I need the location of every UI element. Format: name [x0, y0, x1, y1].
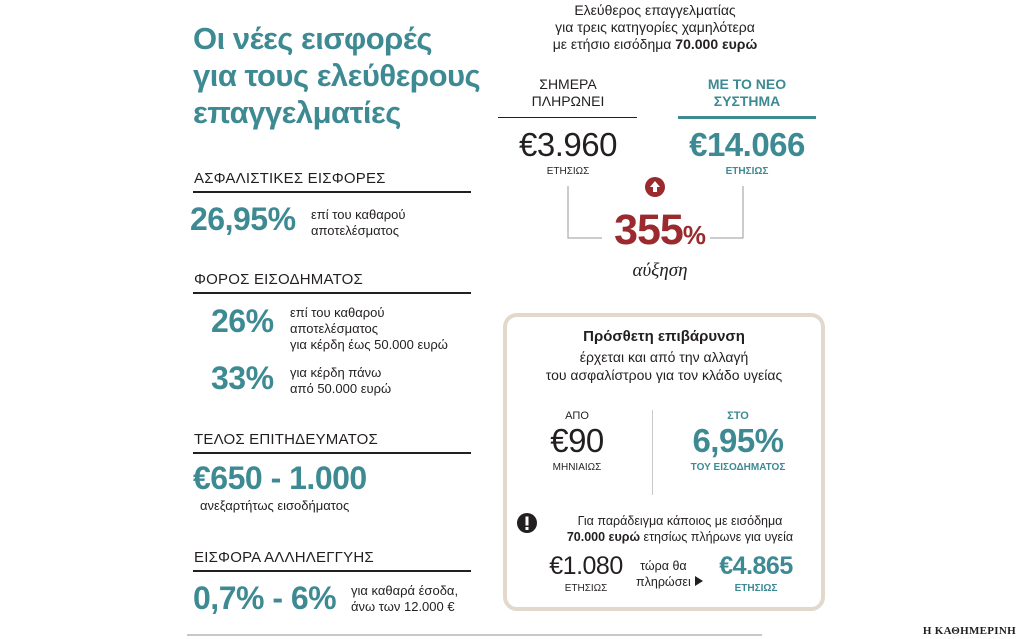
- income-tax-note-1: [290, 305, 448, 353]
- example-line-2-rest: ετησίως πλήρωνε για υγεία: [640, 530, 794, 544]
- to-value: 6,95%: [692, 422, 784, 459]
- middle-text: [636, 558, 691, 590]
- example-text: [545, 513, 815, 545]
- increase-label: αύξηση: [632, 260, 688, 281]
- up-arrow-icon: [644, 176, 666, 198]
- old-health-value: €1.080: [549, 552, 623, 580]
- health-box-title: Πρόσθετη επιβάρυνση: [583, 328, 745, 345]
- income-tax-note-2-line-2: από 50.000 ευρώ: [290, 381, 392, 396]
- now-period: ΕΤΗΣΙΩΣ: [546, 166, 590, 177]
- source-label: Η ΚΑΘΗΜΕΡΙΝΗ: [922, 625, 1016, 637]
- bottom-rule: [187, 634, 762, 636]
- solidarity-value: 0,7% - 6%: [193, 580, 337, 616]
- income-tax-rate-1: 26%: [211, 303, 274, 339]
- income-tax-note-1-line-2: αποτελέσματος: [290, 321, 379, 336]
- to-period: ΤΟΥ ΕΙΣΟΔΗΜΑΤΟΣ: [690, 462, 786, 473]
- income-tax-rate-2: 33%: [211, 360, 274, 396]
- income-tax-note-1-line-3: για κέρδη έως 50.000 ευρώ: [290, 337, 448, 352]
- business-fee-heading: ΤΕΛΟΣ ΕΠΙΤΗΔΕΥΜΑΤΟΣ: [194, 431, 379, 448]
- insurance-value: 26,95%: [190, 201, 296, 237]
- old-health-period: ΕΤΗΣΙΩΣ: [564, 583, 608, 594]
- middle-text-line-1: τώρα θα: [640, 559, 687, 573]
- new-label: [680, 76, 814, 110]
- to-label: ΣΤΟ: [727, 410, 749, 422]
- insurance-note-line-1: επί του καθαρού: [311, 207, 406, 222]
- increase: [605, 206, 715, 255]
- new-label-line-1: ΜΕ ΤΟ ΝΕΟ: [707, 76, 787, 92]
- solidarity-note-line-1: για καθαρά έσοδα,: [351, 583, 459, 598]
- solidarity-heading: ΕΙΣΦΟΡΑ ΑΛΛΗΛΕΓΓΥΗΣ: [194, 549, 374, 566]
- new-period: ΕΤΗΣΙΩΣ: [725, 166, 769, 177]
- insurance-heading: ΑΣΦΑΛΙΣΤΙΚΕΣ ΕΙΣΦΟΡΕΣ: [194, 170, 386, 187]
- from-label: ΑΠΟ: [565, 410, 589, 422]
- example-line-2: [545, 529, 815, 545]
- from-value: €90: [550, 422, 604, 459]
- comparison-intro: [520, 2, 790, 53]
- income-tax-heading: ΦΟΡΟΣ ΕΙΣΟΔΗΜΑΤΟΣ: [194, 271, 364, 288]
- solidarity-note-line-2: άνω των 12.000 €: [351, 599, 455, 614]
- business-fee-value: €650 - 1.000: [193, 460, 367, 496]
- now-rule: [498, 117, 637, 118]
- now-label-line-2: ΠΛΗΡΩΝΕΙ: [531, 93, 605, 109]
- now-label-line-1: ΣΗΜΕΡΑ: [539, 76, 597, 92]
- insurance-rule: [193, 191, 471, 193]
- health-box-subtitle-line-2: του ασφαλίστρου για τον κλάδο υγείας: [545, 367, 783, 383]
- insurance-note: [311, 207, 406, 239]
- comparison-intro-bold: 70.000 ευρώ: [675, 36, 758, 52]
- example-bold: 70.000 ευρώ: [566, 530, 641, 544]
- income-tax-note-1-line-1: επί του καθαρού: [290, 305, 385, 320]
- now-label: [500, 76, 636, 110]
- title-line-1: Οι νέες εισφορές: [193, 21, 432, 56]
- new-rule: [678, 116, 816, 119]
- income-tax-rule: [193, 292, 471, 294]
- increase-unit: %: [682, 220, 706, 250]
- business-fee-note: ανεξαρτήτως εισοδήματος: [200, 498, 350, 513]
- increase-value: 355: [614, 206, 683, 254]
- new-label-line-2: ΣΥΣΤΗΜΑ: [713, 93, 781, 109]
- title-line-3: επαγγελματίες: [193, 95, 401, 130]
- new-value: €14.066: [689, 126, 805, 163]
- page-title: [193, 20, 493, 131]
- health-box-subtitle: [507, 348, 821, 384]
- income-tax-note-2-line-1: για κέρδη πάνω: [290, 365, 382, 380]
- solidarity-rule: [193, 570, 471, 572]
- new-health-value: €4.865: [719, 552, 793, 580]
- middle-text-line-2: πληρώσει: [636, 575, 691, 589]
- title-line-2: για τους ελεύθερους: [193, 58, 481, 93]
- comparison-intro-prefix: με ετήσιο εισόδημα: [552, 36, 676, 52]
- comparison-intro-line-1: Ελεύθερος επαγγελματίας: [574, 2, 736, 18]
- health-divider: [652, 410, 653, 495]
- health-box-subtitle-line-1: έρχεται και από την αλλαγή: [579, 349, 749, 365]
- exclamation-icon: [516, 512, 538, 534]
- insurance-note-line-2: αποτελέσματος: [311, 223, 400, 238]
- income-tax-note-2: [290, 365, 391, 397]
- play-arrow-icon: [694, 576, 704, 586]
- comparison-intro-line-3: [520, 36, 790, 53]
- comparison-intro-line-2: για τρεις κατηγορίες χαμηλότερα: [555, 19, 755, 35]
- from-period: ΜΗΝΙΑΙΩΣ: [552, 462, 602, 473]
- now-value: €3.960: [519, 126, 617, 163]
- solidarity-note: [351, 583, 458, 615]
- new-health-period: ΕΤΗΣΙΩΣ: [734, 583, 778, 594]
- example-line-1: Για παράδειγμα κάποιος με εισόδημα: [577, 514, 783, 528]
- business-fee-rule: [193, 452, 471, 454]
